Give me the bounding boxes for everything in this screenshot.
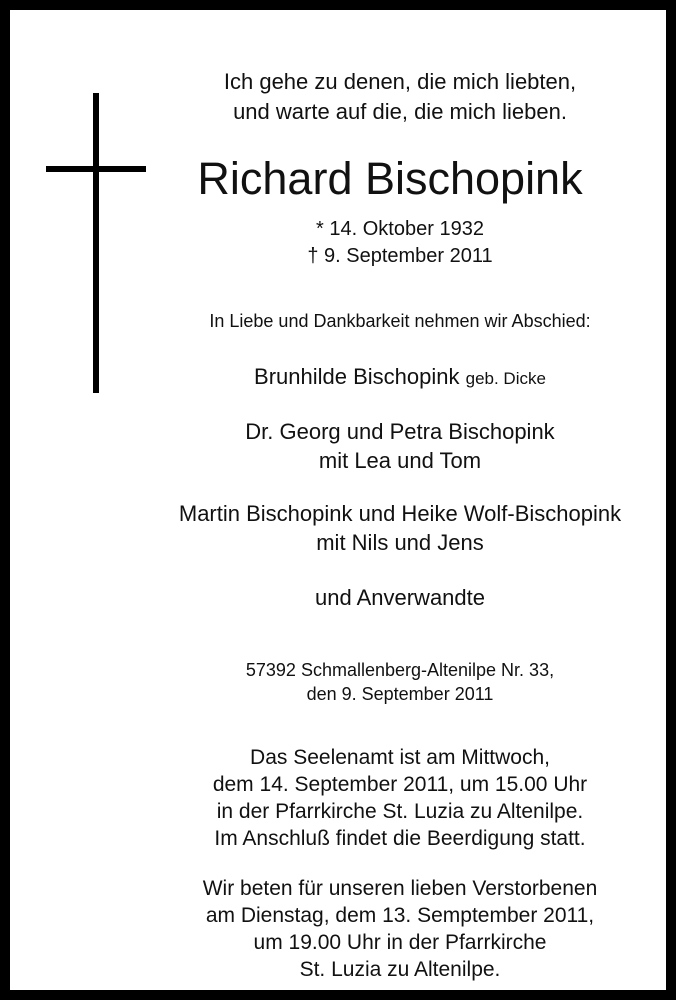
prayer-line: am Dienstag, dem 13. Semptember 2011, [205, 904, 595, 927]
maiden-name-note: geb. Dicke [465, 369, 546, 388]
address-line: 57392 Schmallenberg-Altenilpe Nr. 33, [245, 660, 555, 680]
mourner-children: mit Nils und Jens [316, 530, 484, 555]
motto-verse [110, 67, 676, 127]
birth-date: * 14. Oktober 1932 [316, 218, 484, 240]
deceased-name: Richard Bischopink [197, 153, 583, 204]
mourner-name: Brunhilde Bischopink [254, 364, 460, 389]
mourner-entry [110, 362, 676, 393]
motto-line: und warte auf die, die mich lieben. [233, 99, 567, 124]
prayer-line: St. Luzia zu Altenilpe. [299, 958, 501, 981]
service-line: Im Anschluß findet die Beerdigung statt. [214, 827, 586, 850]
cross-vertical-bar [93, 93, 99, 393]
mourner-relatives: und Anverwandte [314, 585, 486, 610]
address-block [110, 658, 676, 706]
mourner-entry [110, 499, 676, 557]
mourner-entry [110, 583, 676, 612]
death-date: † 9. September 2011 [307, 245, 493, 267]
prayer-info [110, 875, 676, 983]
prayer-line: Wir beten für unseren lieben Verstorbenen [202, 877, 598, 900]
service-line: in der Pfarrkirche St. Luzia zu Altenilpe. [216, 800, 584, 823]
mourner-entry [110, 417, 676, 475]
prayer-line: um 19.00 Uhr in der Pfarrkirche [253, 931, 547, 954]
address-date: den 9. September 2011 [306, 684, 494, 704]
service-line: dem 14. September 2011, um 15.00 Uhr [212, 773, 588, 796]
motto-line: Ich gehe zu denen, die mich liebten, [223, 69, 577, 94]
service-info [110, 744, 676, 852]
farewell-text: In Liebe und Dankbarkeit nehmen wir Abschied: [209, 311, 591, 331]
mourner-name: Dr. Georg und Petra Bischopink [245, 419, 555, 444]
mourner-name: Martin Bischopink und Heike Wolf-Bischopink [178, 501, 622, 526]
mourner-children: mit Lea und Tom [318, 448, 482, 473]
life-dates [110, 216, 676, 270]
service-line: Das Seelenamt ist am Mittwoch, [250, 746, 550, 769]
